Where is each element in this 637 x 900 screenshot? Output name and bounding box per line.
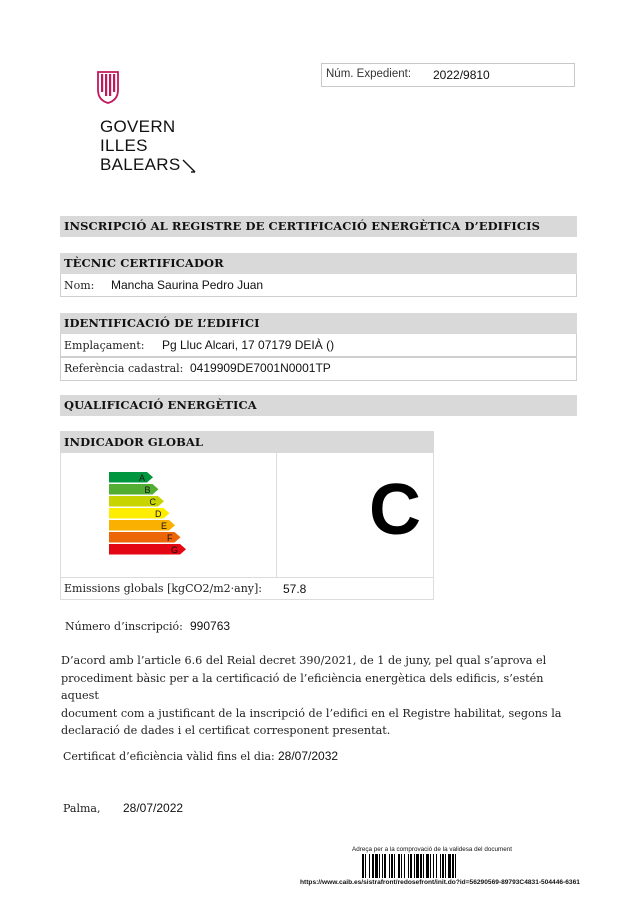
paragraph-line: D’acord amb l’article 6.6 del Reial decret 390/2021, de 1 de juny, pel qual s’aprova el: [61, 654, 547, 667]
govern-logo: [96, 70, 206, 174]
paragraph-line: document com a justificant de la inscripció de l’edifici en el Registre habilitat, segons la: [61, 706, 562, 720]
energy-class-a-bar: [109, 472, 153, 483]
signature-date: 28/07/2022: [123, 801, 184, 815]
logo-slash-icon: [182, 158, 196, 174]
energy-class-b-label: B: [144, 485, 151, 495]
energy-class-e-label: E: [160, 521, 167, 531]
referencia-label: Referència cadastral:: [64, 362, 184, 375]
validesa-label: Certificat d’eficiència vàlid fins el dia:: [63, 750, 275, 763]
qualificacio-section-header: [60, 395, 577, 416]
energy-class-b-bar: [109, 484, 159, 495]
emissions-label: Emissions globals [kgCO2/m2·any]:: [64, 582, 262, 595]
paragraph-line: declaració de dades i el certificat corresponent presentat.: [61, 724, 391, 737]
expedient-box: [321, 63, 575, 87]
edifici-heading: IDENTIFICACIÓ DE L’EDIFICI: [64, 316, 260, 330]
energy-class-f-label: F: [167, 533, 173, 543]
referencia-value: 0419909DE7001N0001TP: [190, 361, 331, 375]
paragraph-line: procediment bàsic per a la certificació de l’eficiència energètica dels edificis, s’estén aquest: [61, 671, 544, 702]
emplacament-value: Pg Lluc Alcari, 17 07179 DEIÀ (): [162, 338, 335, 352]
inscripcio-label: Número d’inscripció:: [65, 620, 183, 633]
logo-line-1: GOVERN: [100, 117, 176, 136]
energy-class-c-label: C: [149, 497, 156, 507]
referencia-row: [60, 357, 577, 381]
logo-line-2: ILLES: [100, 136, 148, 155]
verification-url[interactable]: https://www.caib.es/sistrafront/redosefront/init.do?id=56290569-89793C4831-504446-6361: [300, 879, 580, 886]
document-title-band: [60, 216, 577, 237]
logo-line-3: BALEARS: [100, 155, 210, 174]
tecnic-heading: TÈCNIC CERTIFICADOR: [64, 256, 224, 270]
emplacament-row: [60, 334, 577, 357]
energy-class-g-label: G: [170, 545, 178, 555]
energy-class-d-label: D: [155, 509, 162, 519]
indicador-heading: INDICADOR GLOBAL: [64, 435, 204, 449]
nom-value: Mancha Saurina Pedro Juan: [111, 278, 264, 292]
indicador-global-header: [60, 431, 434, 453]
barcode-icon: [362, 854, 502, 878]
document-title: INSCRIPCIÓ AL REGISTRE DE CERTIFICACIÓ ENERGÈTICA D’EDIFICIS: [64, 219, 541, 233]
qualificacio-heading: QUALIFICACIÓ ENERGÈTICA: [64, 398, 257, 412]
edifici-section-header: [60, 313, 577, 334]
nom-label: Nom:: [64, 279, 95, 292]
emissions-value: 57.8: [283, 582, 307, 596]
verification-text: Adreça per a la comprovació de la validesa del document: [352, 846, 512, 853]
coat-of-arms-icon: [96, 70, 120, 104]
validesa-value: 28/07/2032: [278, 749, 339, 763]
energy-scale-chart: [109, 472, 199, 558]
expedient-value: 2022/9810: [433, 68, 490, 82]
indicador-divider: [276, 453, 277, 577]
energy-grade: C: [369, 470, 421, 550]
expedient-label: Núm. Expedient:: [326, 68, 412, 80]
tecnic-section-header: [60, 253, 577, 274]
inscripcio-value: 990763: [190, 619, 231, 633]
emissions-divider: [61, 577, 433, 578]
signature-place: Palma,: [63, 802, 101, 815]
energy-class-a-label: A: [138, 473, 145, 483]
legal-paragraph: [61, 652, 581, 740]
tecnic-nom-row: [60, 274, 577, 297]
indicador-box: [60, 453, 434, 600]
emplacament-label: Emplaçament:: [64, 339, 145, 352]
